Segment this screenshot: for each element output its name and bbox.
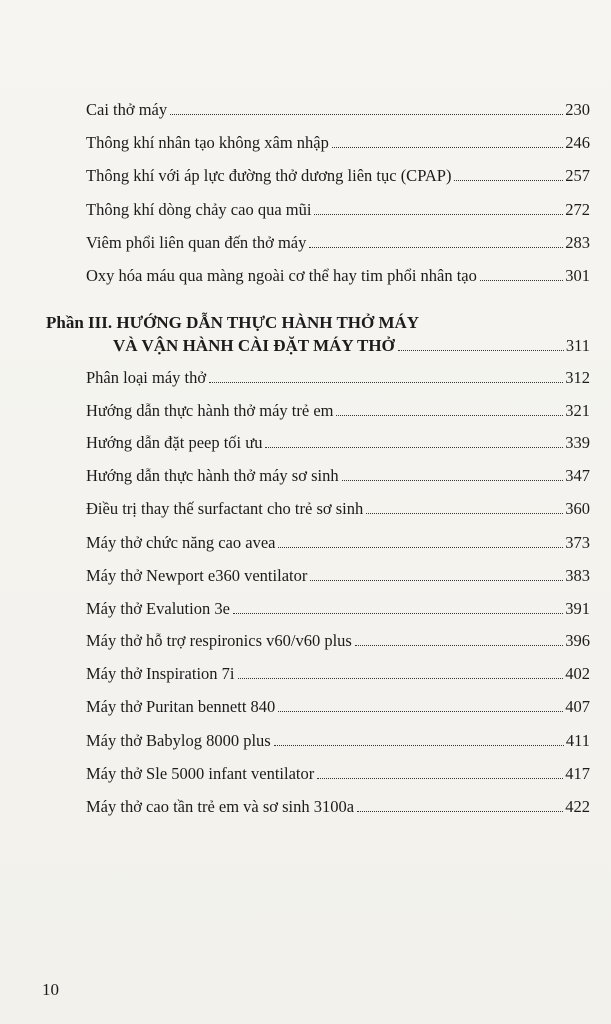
part-heading-line2 bbox=[113, 335, 590, 357]
dot-leader bbox=[314, 213, 563, 215]
toc-entry-title: Máy thở chức năng cao avea bbox=[86, 533, 276, 552]
toc-entry bbox=[86, 401, 590, 423]
toc-entry-page: 417 bbox=[565, 764, 590, 783]
toc-entry bbox=[86, 599, 590, 621]
toc-entry-title: Máy thở Newport e360 ventilator bbox=[86, 566, 308, 585]
toc-entry bbox=[86, 664, 590, 686]
toc-entry-title: Máy thở cao tần trẻ em và sơ sinh 3100a bbox=[86, 797, 355, 816]
toc-entry bbox=[86, 233, 590, 255]
toc-entry-page: 360 bbox=[565, 499, 590, 518]
part-title-line1: HƯỚNG DẪN THỰC HÀNH THỞ MÁY bbox=[116, 313, 420, 332]
toc-entry-title: Máy thở hỗ trợ respironics v60/v60 plus bbox=[86, 631, 352, 650]
toc-entry-title: Máy thở Inspiration 7i bbox=[86, 664, 235, 683]
toc-entry-page: 230 bbox=[565, 100, 590, 119]
toc-entry-page: 283 bbox=[565, 233, 590, 252]
toc-entry-page: 411 bbox=[565, 731, 590, 750]
toc-entry-page: 402 bbox=[565, 664, 590, 683]
toc-entry bbox=[86, 566, 590, 588]
dot-leader bbox=[278, 710, 563, 712]
toc-entry-page: 407 bbox=[565, 697, 590, 716]
toc-entry bbox=[86, 533, 590, 555]
toc-entry-page: 272 bbox=[565, 200, 590, 219]
toc-entry-title: Máy thở Sle 5000 infant ventilator bbox=[86, 764, 315, 783]
toc-entry-page: 312 bbox=[565, 368, 590, 387]
toc-entry-title: Máy thở Puritan bennett 840 bbox=[86, 697, 276, 716]
toc-entry-page: 339 bbox=[565, 433, 590, 452]
dot-leader bbox=[480, 279, 563, 281]
toc-entry bbox=[86, 731, 590, 753]
toc-entry-title: Cai thở máy bbox=[86, 100, 168, 119]
dot-leader bbox=[357, 810, 563, 812]
toc-entry-page: 396 bbox=[565, 631, 590, 650]
toc-entry-page: 257 bbox=[565, 166, 590, 185]
toc-entry-page: 301 bbox=[565, 266, 590, 285]
toc-entry-title: Thông khí dòng chảy cao qua mũi bbox=[86, 200, 312, 219]
toc-entry bbox=[86, 466, 590, 488]
dot-leader bbox=[233, 612, 563, 614]
toc-entry bbox=[86, 368, 590, 390]
toc-entry bbox=[86, 797, 590, 819]
dot-leader bbox=[265, 446, 563, 448]
toc-entry-title: Hướng dẫn đặt peep tối ưu bbox=[86, 433, 263, 452]
toc-entry bbox=[86, 166, 590, 188]
dot-leader bbox=[355, 644, 563, 646]
toc-entry bbox=[86, 200, 590, 222]
toc-entry-page: 383 bbox=[565, 566, 590, 585]
toc-entry-page: 391 bbox=[565, 599, 590, 618]
toc-entry bbox=[86, 631, 590, 653]
dot-leader bbox=[309, 246, 563, 248]
toc-entry-title: Phân loại máy thở bbox=[86, 368, 207, 387]
toc-entry-title: Hướng dẫn thực hành thở máy sơ sinh bbox=[86, 466, 339, 485]
toc-entry-title: Máy thở Babylog 8000 plus bbox=[86, 731, 271, 750]
dot-leader bbox=[332, 146, 563, 148]
dot-leader bbox=[238, 677, 564, 679]
toc-entry-title: Thông khí với áp lực đường thở dương liên tục (CPAP) bbox=[86, 166, 452, 185]
dot-leader bbox=[454, 179, 563, 181]
toc-entry bbox=[86, 133, 590, 155]
dot-leader bbox=[398, 349, 564, 351]
part-title-line2: VÀ VẬN HÀNH CÀI ĐẶT MÁY THỞ bbox=[113, 336, 395, 355]
toc-entry bbox=[86, 433, 590, 455]
toc-entry-page: 422 bbox=[565, 797, 590, 816]
dot-leader bbox=[366, 512, 563, 514]
toc-entry-page: 246 bbox=[565, 133, 590, 152]
dot-leader bbox=[317, 777, 563, 779]
toc-entry bbox=[86, 764, 590, 786]
dot-leader bbox=[342, 479, 564, 481]
toc-entry-page: 321 bbox=[565, 401, 590, 420]
toc-entry bbox=[86, 266, 590, 288]
page-number: 10 bbox=[42, 980, 59, 999]
dot-leader bbox=[209, 381, 563, 383]
toc-entry-page: 347 bbox=[565, 466, 590, 485]
toc-entry-title: Điều trị thay thế surfactant cho trẻ sơ sinh bbox=[86, 499, 364, 518]
toc-entry-page: 373 bbox=[565, 533, 590, 552]
toc-entry-title: Oxy hóa máu qua màng ngoài cơ thể hay tim phổi nhân tạo bbox=[86, 266, 477, 285]
part-heading bbox=[46, 312, 590, 334]
toc-entry-title: Hướng dẫn thực hành thở máy trẻ em bbox=[86, 401, 334, 420]
dot-leader bbox=[274, 744, 564, 746]
part-page: 311 bbox=[565, 336, 590, 355]
dot-leader bbox=[170, 113, 563, 115]
part-label: Phần III. bbox=[46, 313, 113, 332]
toc-entry-title: Viêm phổi liên quan đến thở máy bbox=[86, 233, 307, 252]
toc-entry bbox=[86, 100, 590, 122]
toc-entry bbox=[86, 499, 590, 521]
dot-leader bbox=[336, 414, 563, 416]
toc-entry-title: Máy thở Evalution 3e bbox=[86, 599, 230, 618]
toc-entry bbox=[86, 697, 590, 719]
toc-entry-title: Thông khí nhân tạo không xâm nhập bbox=[86, 133, 329, 152]
dot-leader bbox=[278, 546, 563, 548]
dot-leader bbox=[310, 579, 563, 581]
